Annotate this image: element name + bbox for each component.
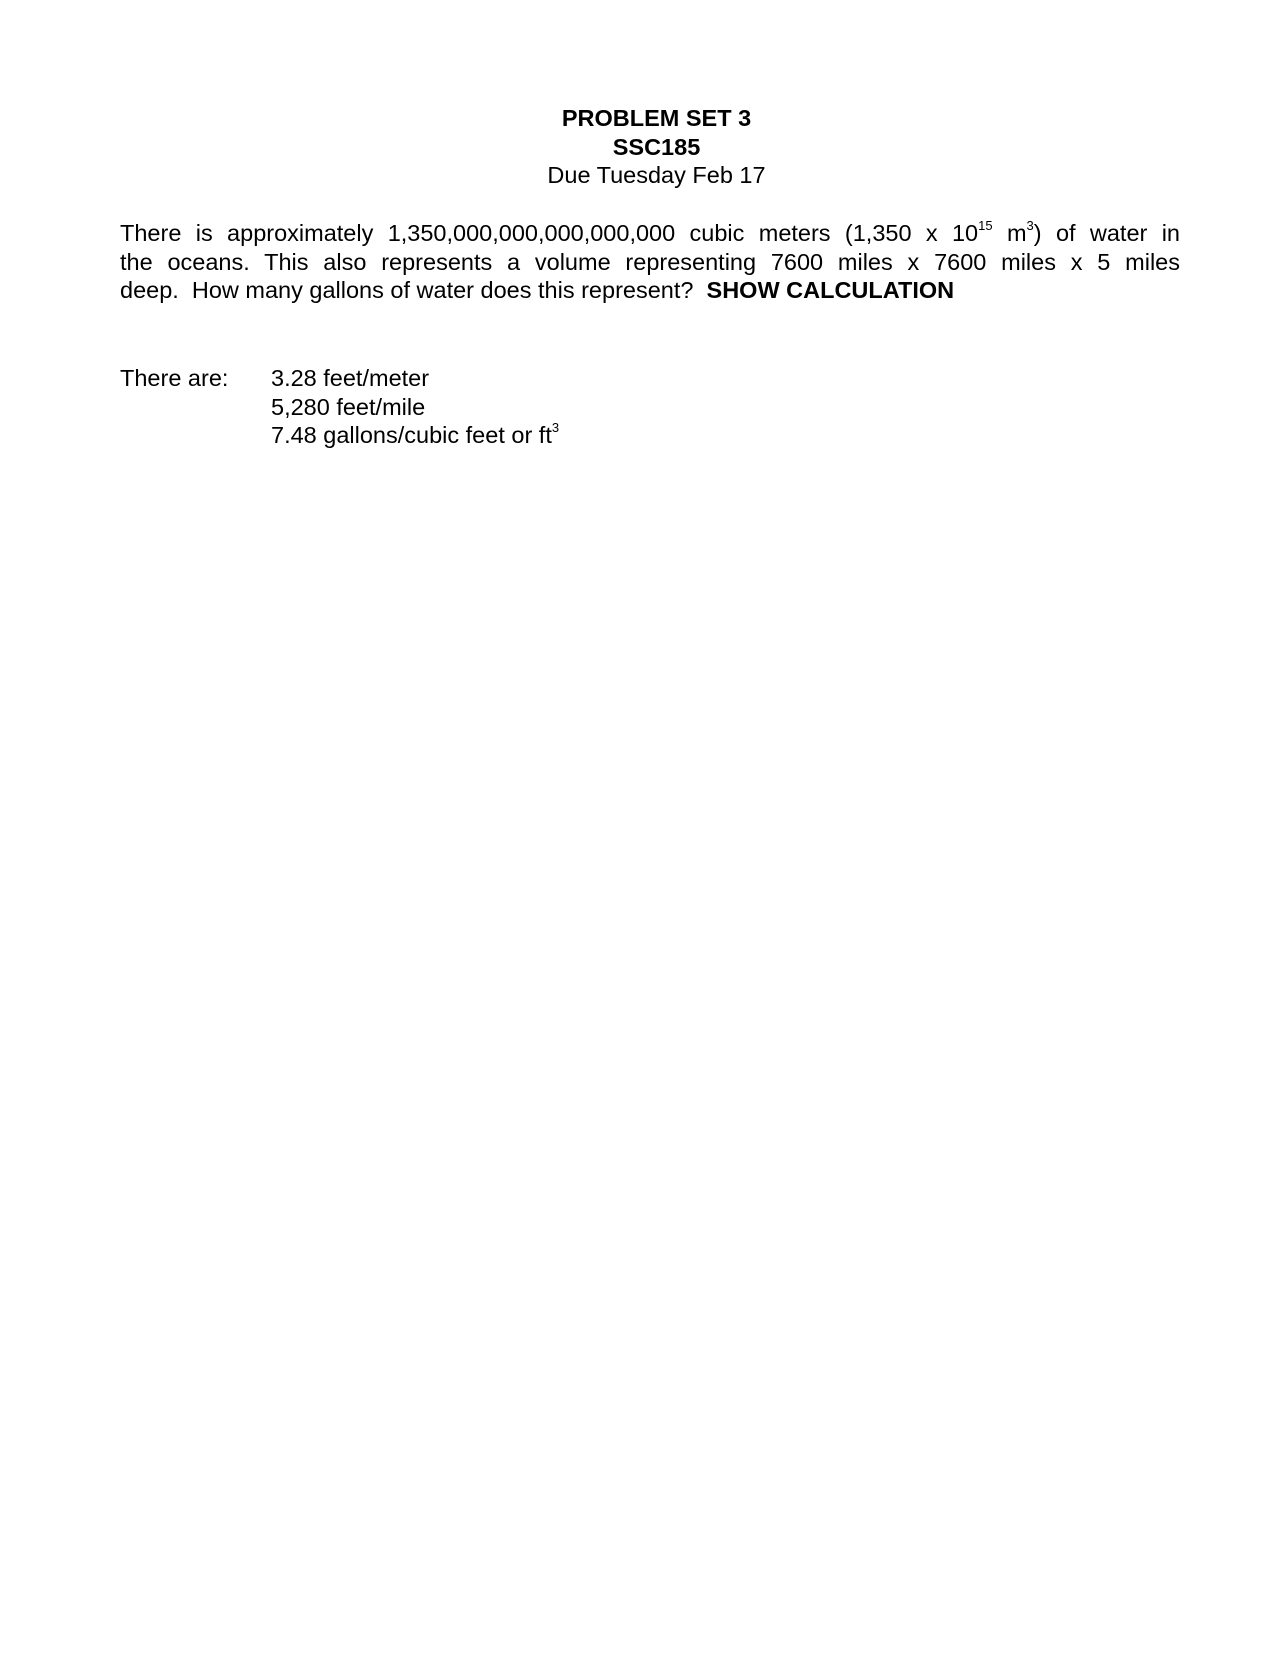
problem-text: m	[992, 220, 1027, 246]
show-calculation-instruction: SHOW CALCULATION	[706, 277, 955, 304]
problem-line-1	[120, 219, 1180, 248]
conversion-factors	[120, 364, 559, 450]
conversion-row	[120, 393, 559, 422]
exponent: 15	[978, 218, 993, 234]
conversion-row	[120, 421, 559, 450]
problem-text: deep. How many gallons of water does this represent?	[120, 277, 707, 304]
document-header	[0, 104, 1280, 190]
problem-statement	[120, 219, 1180, 305]
problem-line-2: the oceans. This also represents a volume representing 7600 miles x 7600 miles x 5 miles	[120, 248, 1180, 275]
problem-set-title: PROBLEM SET 3	[561, 105, 752, 131]
due-date: Due Tuesday Feb 17	[547, 162, 766, 189]
exponent: 3	[551, 420, 560, 436]
exponent: 3	[1026, 218, 1034, 234]
conversion-label-spacer	[120, 421, 271, 450]
conversion-row	[120, 364, 559, 393]
conversion-label: There are:	[120, 365, 229, 391]
problem-text: There is approximately 1,350,000,000,000,000,000 cubic meters (1,350 x 10	[120, 220, 979, 246]
conversion-text: 7.48 gallons/cubic feet or ft	[271, 422, 552, 449]
conversion-value	[271, 421, 559, 450]
conversion-value: 3.28 feet/meter	[271, 365, 430, 391]
conversion-value: 5,280 feet/mile	[271, 393, 426, 420]
course-code: SSC185	[612, 133, 701, 160]
problem-line-3	[120, 276, 1180, 305]
conversion-label-spacer	[120, 393, 271, 422]
problem-text: ) of water in	[1033, 220, 1180, 246]
